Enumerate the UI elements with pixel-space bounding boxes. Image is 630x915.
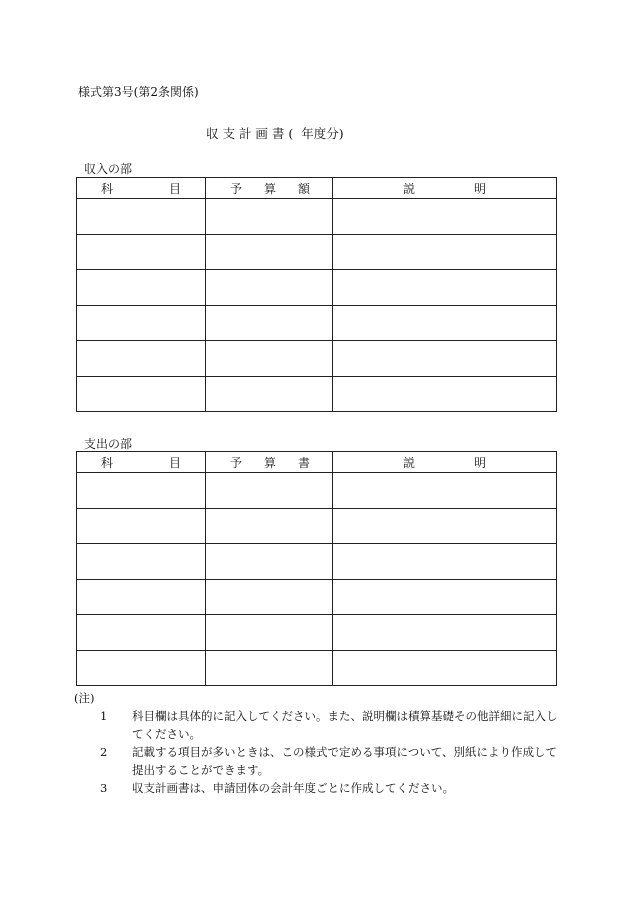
note-text: 収支計画書は、申請団体の会計年度ごとに作成してください。	[132, 781, 454, 795]
budget-cell[interactable]	[206, 305, 333, 341]
table-row	[77, 199, 557, 235]
subject-cell[interactable]	[77, 270, 206, 306]
note-number: 1	[100, 709, 108, 723]
table-row	[77, 615, 557, 651]
description-cell[interactable]	[333, 544, 557, 580]
note-item	[78, 707, 558, 743]
header-subject	[77, 178, 206, 199]
budget-cell[interactable]	[206, 544, 333, 580]
header-char: 算	[263, 181, 276, 196]
table-row	[77, 650, 557, 686]
budget-cell[interactable]	[206, 341, 333, 377]
description-cell[interactable]	[333, 376, 557, 412]
description-cell[interactable]	[333, 199, 557, 235]
header-description	[333, 452, 557, 473]
subject-cell[interactable]	[77, 199, 206, 235]
subject-cell[interactable]	[77, 376, 206, 412]
document-title	[206, 124, 344, 142]
header-budget-amount	[206, 178, 333, 199]
subject-cell[interactable]	[77, 341, 206, 377]
income-table	[76, 177, 557, 412]
budget-cell[interactable]	[206, 650, 333, 686]
header-char: 目	[168, 455, 181, 470]
header-char: 書	[297, 455, 310, 470]
expense-section-label: 支出の部	[84, 437, 133, 451]
header-char: 説	[403, 181, 416, 196]
table-row	[77, 579, 557, 615]
description-cell[interactable]	[333, 305, 557, 341]
note-number: 2	[100, 745, 108, 759]
description-cell[interactable]	[333, 234, 557, 270]
description-cell[interactable]	[333, 615, 557, 651]
subject-cell[interactable]	[77, 615, 206, 651]
expense-table	[76, 451, 557, 686]
header-char: 目	[168, 181, 181, 196]
header-char: 明	[473, 181, 486, 196]
table-row	[77, 544, 557, 580]
budget-cell[interactable]	[206, 199, 333, 235]
note-text: 科目欄は具体的に記入してください。また、説明欄は積算基礎その他詳細に記入してください。	[132, 709, 558, 741]
note-number: 3	[100, 781, 108, 795]
form-number: 様式第3号(第2条関係)	[78, 85, 199, 99]
notes-heading: (注)	[74, 691, 95, 705]
table-row	[77, 270, 557, 306]
table-row	[77, 473, 557, 509]
description-cell[interactable]	[333, 270, 557, 306]
header-budget-amount	[206, 452, 333, 473]
header-char: 説	[403, 455, 416, 470]
expense-table-header	[77, 452, 557, 473]
note-item	[78, 743, 558, 779]
subject-cell[interactable]	[77, 544, 206, 580]
note-text: 記載する項目が多いときは、この様式で定める事項について、別紙により作成して提出することができます。	[132, 745, 558, 777]
budget-cell[interactable]	[206, 615, 333, 651]
header-char: 科	[101, 455, 114, 470]
budget-cell[interactable]	[206, 579, 333, 615]
header-description	[333, 178, 557, 199]
document-title-text: 収 支 計 画 書 ( 年度分)	[206, 126, 344, 141]
subject-cell[interactable]	[77, 234, 206, 270]
subject-cell[interactable]	[77, 473, 206, 509]
header-char: 算	[263, 455, 276, 470]
description-cell[interactable]	[333, 650, 557, 686]
header-subject	[77, 452, 206, 473]
budget-cell[interactable]	[206, 270, 333, 306]
budget-cell[interactable]	[206, 473, 333, 509]
table-row	[77, 234, 557, 270]
header-char: 明	[473, 455, 486, 470]
description-cell[interactable]	[333, 579, 557, 615]
table-row	[77, 508, 557, 544]
table-row	[77, 376, 557, 412]
income-section-label: 収入の部	[84, 162, 133, 176]
header-char: 予	[230, 455, 243, 470]
budget-cell[interactable]	[206, 234, 333, 270]
subject-cell[interactable]	[77, 579, 206, 615]
subject-cell[interactable]	[77, 650, 206, 686]
description-cell[interactable]	[333, 341, 557, 377]
notes-section	[74, 689, 558, 797]
description-cell[interactable]	[333, 508, 557, 544]
note-item	[78, 779, 558, 797]
subject-cell[interactable]	[77, 305, 206, 341]
header-char: 額	[297, 181, 310, 196]
income-table-header	[77, 178, 557, 199]
header-char: 科	[101, 181, 114, 196]
table-row	[77, 341, 557, 377]
table-row	[77, 305, 557, 341]
header-char: 予	[230, 181, 243, 196]
budget-cell[interactable]	[206, 508, 333, 544]
subject-cell[interactable]	[77, 508, 206, 544]
description-cell[interactable]	[333, 473, 557, 509]
budget-cell[interactable]	[206, 376, 333, 412]
